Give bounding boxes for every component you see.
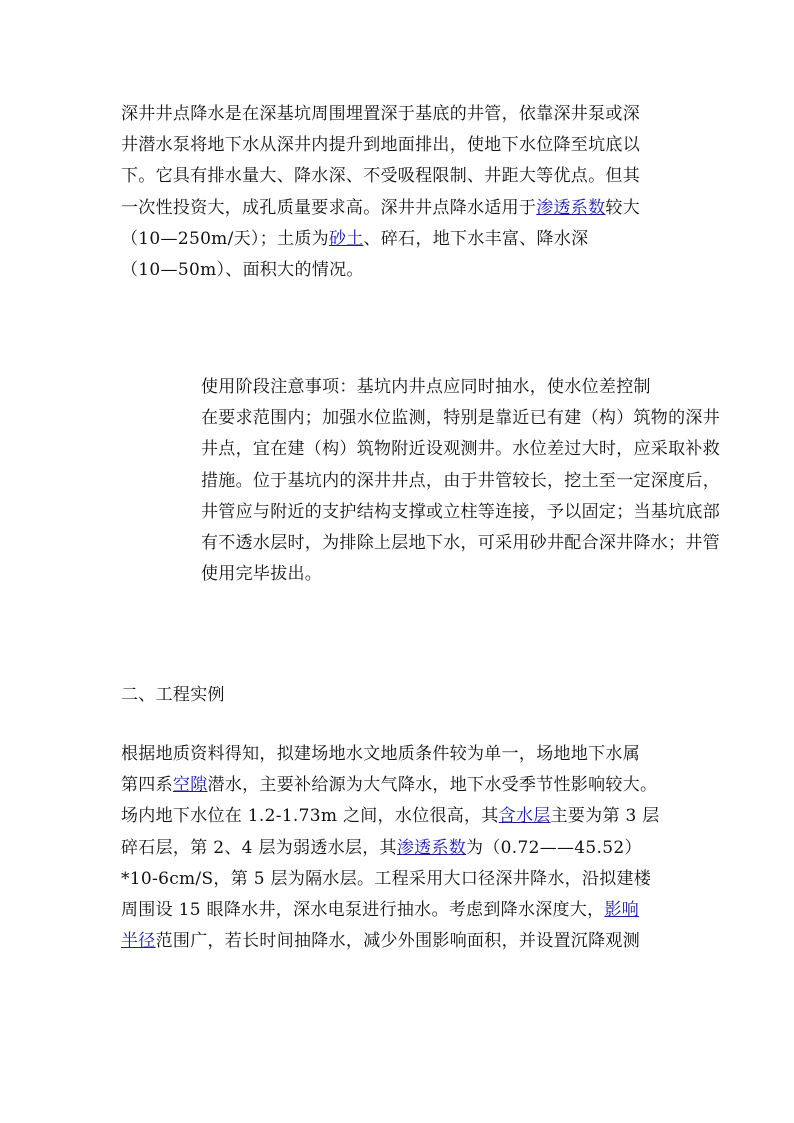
text-segment: 范围广，若长时间抽降水，减少外围影响面积，并设置沉降观测 bbox=[155, 931, 641, 952]
text-line bbox=[121, 193, 681, 224]
text-segment: 井管应与附近的支护结构支撑或立柱等连接，予以固定；当基坑底部 bbox=[201, 501, 720, 522]
text-segment: 较大 bbox=[605, 197, 641, 218]
text-line bbox=[201, 559, 761, 590]
paragraph-engineering-example bbox=[121, 739, 681, 957]
text-line bbox=[201, 497, 761, 528]
text-line bbox=[121, 224, 681, 255]
text-segment: 一次性投资大，成孔质量要求高。深井井点降水适用于 bbox=[121, 197, 537, 218]
text-line bbox=[201, 528, 761, 559]
text-segment: 、碎石，地下水丰富、降水深 bbox=[363, 228, 589, 249]
text-segment: 主要为第 3 层 bbox=[550, 806, 660, 827]
text-segment: 使用阶段注意事项：基坑内井点应同时抽水，使水位差控制 bbox=[201, 377, 651, 397]
term-link[interactable]: 含水层 bbox=[498, 806, 551, 827]
text-segment: 二、工程实例 bbox=[121, 685, 225, 705]
text-segment: 碎石层，第 2、4 层为弱透水层，其 bbox=[121, 837, 397, 858]
text-line bbox=[201, 466, 761, 497]
text-line bbox=[121, 895, 681, 926]
text-segment: 场内地下水位在 1.2-1.73m 之间，水位很高，其 bbox=[121, 806, 499, 827]
text-segment: 为（0.72——45.52） bbox=[466, 837, 642, 858]
text-line bbox=[121, 161, 681, 192]
text-line bbox=[121, 739, 681, 770]
term-link[interactable]: 渗透系数 bbox=[396, 837, 467, 858]
term-link[interactable]: 影响 bbox=[604, 899, 640, 920]
text-segment: 在要求范围内；加强水位监测，特别是靠近已有建（构）筑物的深井 bbox=[201, 408, 720, 429]
text-segment: 使用完毕拔出。 bbox=[201, 564, 323, 585]
text-segment: 井潜水泵将地下水从深井内提升到地面排出，使地下水位降至坑底以 bbox=[121, 135, 640, 156]
text-line bbox=[121, 99, 681, 130]
text-segment: 井点，宜在建（构）筑物附近设观测井。水位差过大时，应采取补救 bbox=[201, 439, 720, 460]
text-line bbox=[121, 801, 681, 832]
text-line bbox=[121, 130, 681, 161]
text-segment: 下。它具有排水量大、降水深、不受吸程限制、井距大等优点。但其 bbox=[121, 166, 640, 187]
text-segment: 有不透水层时，为排除上层地下水，可采用砂井配合深井降水；井管 bbox=[201, 532, 720, 553]
text-line bbox=[201, 403, 761, 434]
text-line bbox=[201, 434, 761, 465]
text-segment: 潜水，主要补给源为大气降水，地下水受季节性影响较大。 bbox=[207, 775, 658, 796]
text-line bbox=[121, 926, 681, 957]
text-segment: 措施。位于基坑内的深井井点，由于井管较长，挖土至一定深度后， bbox=[201, 470, 720, 491]
text-line bbox=[121, 864, 681, 895]
text-line bbox=[121, 680, 681, 711]
text-segment: 根据地质资料得知，拟建场地水文地质条件较为单一，场地地下水属 bbox=[121, 744, 640, 764]
term-link[interactable]: 渗透系数 bbox=[536, 197, 606, 218]
text-segment: 周围设 15 眼降水井，深水电泵进行抽水。考虑到降水深度大， bbox=[121, 899, 605, 920]
text-segment: （10—50m）、面积大的情况。 bbox=[121, 259, 364, 280]
section-heading-engineering-example bbox=[121, 680, 681, 711]
text-line bbox=[201, 372, 761, 403]
term-link[interactable]: 砂土 bbox=[328, 228, 364, 249]
text-line bbox=[121, 255, 681, 286]
text-segment: 第四系 bbox=[121, 775, 173, 796]
text-segment: *10-6cm/S，第 5 层为隔水层。工程采用大口径深井降水，沿拟建楼 bbox=[121, 868, 652, 889]
paragraph-usage-notes bbox=[121, 372, 761, 590]
text-line bbox=[121, 770, 681, 801]
paragraph-deep-well-intro bbox=[121, 99, 681, 286]
term-link[interactable]: 空隙 bbox=[172, 775, 208, 796]
text-segment: （10—250m/天）；土质为 bbox=[121, 228, 329, 249]
term-link[interactable]: 半径 bbox=[121, 931, 156, 952]
text-segment: 深井井点降水是在深基坑周围埋置深于基底的井管，依靠深井泵或深 bbox=[121, 104, 640, 124]
text-line bbox=[121, 833, 681, 864]
